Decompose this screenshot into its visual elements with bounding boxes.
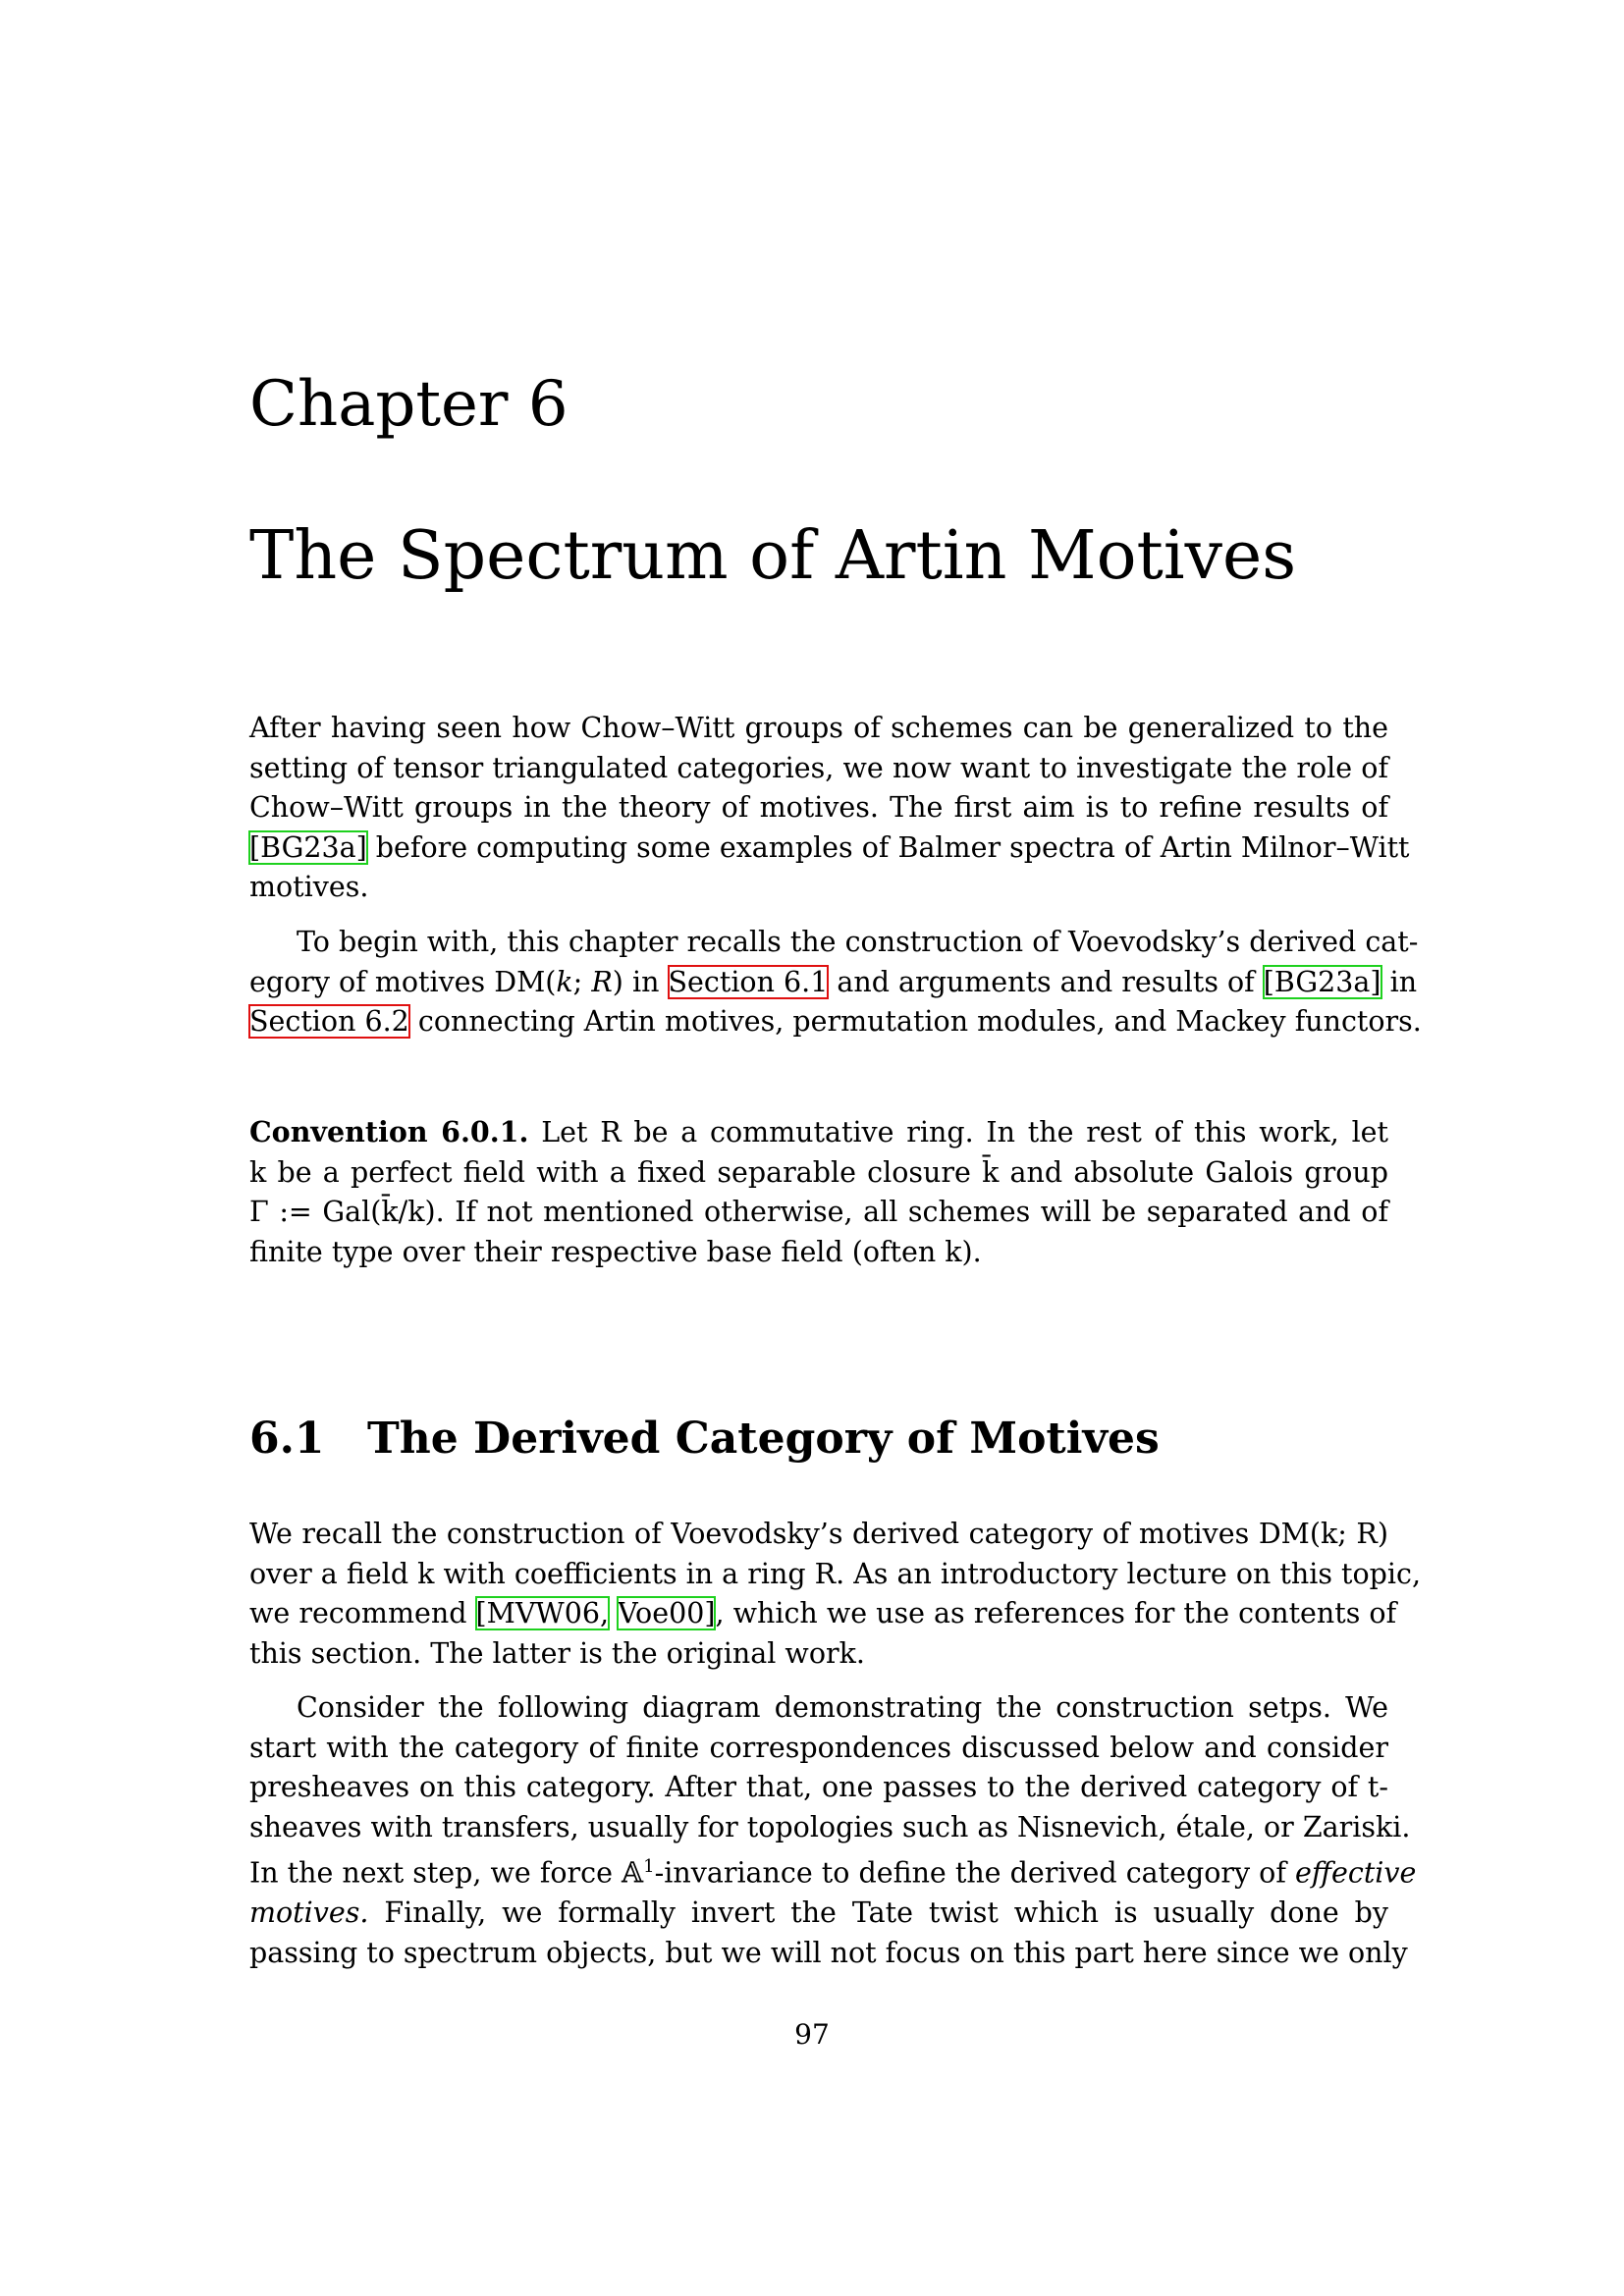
chapter-label: Chapter 6 [249,368,568,441]
chapter-title: The Spectrum of Artin Motives [249,517,1297,595]
text-line: this section. The latter is the original work. [249,1636,865,1670]
text-line: In the next step, we force 𝔸$^1$-invariance to define the derived category of effective [249,1856,1417,1890]
text-line: Γ := Gal(k̄/k). If not mentioned otherwise, all schemes will be separated and of [249,1196,1388,1228]
page-number: 97 [794,2018,830,2051]
section-link-6-1[interactable]: Section 6.1 [668,965,829,998]
text-line: we recommend [MVW06, Voe00], which we use as references for the contents of [249,1597,1397,1629]
text-line: Section 6.2 connecting Artin motives, permutation modules, and Mackey functors. [249,1005,1422,1038]
text-line: start with the category of finite correspondences discussed below and consider [249,1731,1388,1764]
text-line: motives. Finally, we formally invert the Tate twist which is usually done by [249,1896,1388,1929]
convention-label: Convention 6.0.1. [249,1115,529,1148]
text-line: over a field k with coefficients in a ring R. As an introductory lecture on this topic, [249,1557,1422,1590]
convention-block [249,1112,1388,1272]
body-paragraph-2 [249,1688,1417,1973]
text-line: passing to spectrum objects, but we will not focus on this part here since we only [249,1936,1408,1969]
text-line: motives. [249,871,369,903]
section-title: The Derived Category of Motives [367,1414,1160,1464]
section-heading [249,1412,1160,1467]
body-paragraph-1 [249,1515,1422,1674]
citation-link-bg23a[interactable]: [BG23a] [1263,965,1381,998]
text-line: Chow–Witt groups in the theory of motives. The first aim is to refine results of [249,791,1388,824]
text-line: After having seen how Chow–Witt groups of schemes can be generalized to the [249,712,1388,744]
section-number: 6.1 [249,1414,325,1464]
text-line: [BG23a] before computing some examples of Balmer spectra of Artin Milnor–Witt [249,830,1410,864]
text-line: Convention 6.0.1. Let R be a commutative ring. In the rest of this work, let [249,1115,1389,1148]
section-link-6-2[interactable]: Section 6.2 [249,1005,409,1038]
text-line: To begin with, this chapter recalls the construction of Voevodsky’s derived cat- [297,926,1419,958]
citation-link-mvw06[interactable]: [MVW06, [475,1597,610,1629]
text-line: Consider the following diagram demonstrating the construction setps. We [297,1691,1388,1724]
citation-link-bg23a[interactable]: [BG23a] [249,830,367,864]
citation-link-voe00[interactable]: Voe00] [618,1597,716,1629]
text-line: setting of tensor triangulated categories, we now want to investigate the role of [249,751,1388,784]
text-line: presheaves on this category. After that, one passes to the derived category of t- [249,1771,1388,1803]
text-line: finite type over their respective base field (often k). [249,1235,982,1268]
text-line: k be a perfect field with a fixed separable closure k̄ and absolute Galois group [249,1155,1388,1189]
text-line: egory of motives DM(k; R) in Section 6.1 and arguments and results of [BG23a] in [249,965,1418,998]
text-line: sheaves with transfers, usually for topologies such as Nisnevich, étale, or Zariski. [249,1810,1411,1843]
text-line: We recall the construction of Voevodsky’s derived category of motives DM(k; R) [249,1518,1388,1550]
intro-paragraph-1 [249,709,1410,908]
intro-paragraph-2 [249,923,1422,1042]
